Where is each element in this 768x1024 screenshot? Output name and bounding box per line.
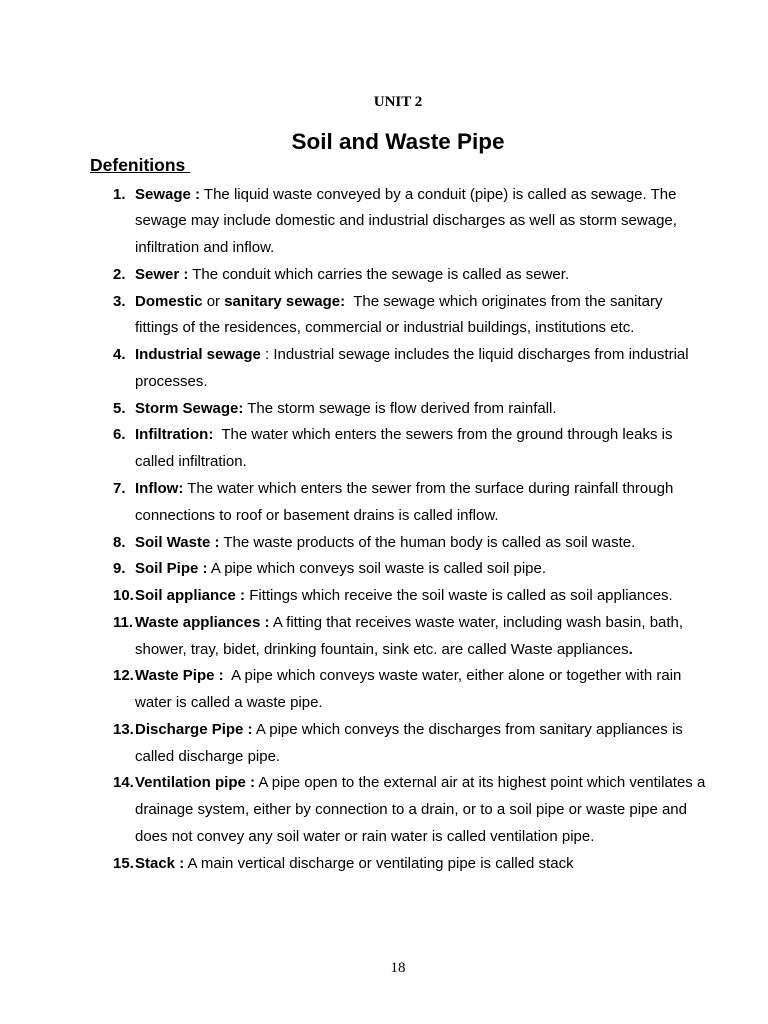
definition-term: .: [628, 640, 633, 658]
definition-item: [113, 289, 706, 343]
definition-item: [113, 556, 706, 583]
definition-text: A fitting that receives waste water, including wash basin, bath, shower, tray, bidet, drinking fountain, sink etc. are called Waste appliances: [135, 613, 688, 658]
definition-number: 13.: [113, 720, 134, 738]
definition-text: A pipe which conveys soil waste is called soil pipe.: [207, 560, 547, 578]
page-title: Soil and Waste Pipe: [291, 129, 505, 154]
definitions-list: [113, 182, 710, 878]
definition-term: Waste appliances :: [135, 613, 270, 631]
definition-term: Inflow:: [135, 480, 184, 498]
definition-term: Stack :: [135, 854, 185, 872]
definition-text: A pipe which conveys waste water, either alone or together with rain water is called a waste pipe.: [135, 667, 686, 712]
definition-text: or: [202, 292, 225, 310]
section-heading: Defenitions: [90, 155, 191, 175]
definition-text: The water which enters the sewer from the surface during rainfall through connections to roof or basement drains is called inflow.: [135, 480, 678, 524]
definition-term: sanitary sewage:: [224, 292, 346, 310]
definition-number: 14.: [113, 774, 134, 792]
definition-text: A pipe open to the external air at its highest point which ventilates a drainage system, either by connection to a drain, or to a soil pipe or waste pipe and does not convey any soil water or rain water is called ventilation pipe.: [135, 774, 710, 845]
unit-label: UNIT 2: [373, 94, 423, 110]
definition-term: Sewer :: [135, 265, 189, 283]
definition-number: 12.: [113, 667, 134, 685]
definition-term: Soil appliance :: [135, 587, 246, 605]
definition-text: : Industrial sewage includes the liquid discharges from industrial processes.: [135, 346, 693, 390]
definition-number: 7.: [113, 480, 126, 498]
definition-number: 2.: [113, 265, 126, 283]
definition-item: [113, 851, 706, 878]
definition-term: Storm Sewage:: [135, 399, 244, 417]
definition-term: Infiltration:: [135, 426, 214, 444]
definition-number: 5.: [113, 399, 126, 417]
definition-number: 11.: [113, 613, 134, 631]
definition-number: 1.: [113, 185, 126, 203]
definition-text: Fittings which receive the soil waste is called as soil appliances.: [245, 587, 673, 605]
definition-number: 4.: [113, 346, 126, 364]
definition-number: 3.: [113, 292, 126, 310]
definition-item: [113, 262, 706, 289]
definition-item: [113, 530, 706, 557]
definition-item: [113, 396, 706, 423]
definition-term: Domestic: [135, 292, 203, 310]
definition-item: [113, 476, 706, 530]
definition-item: [113, 182, 706, 262]
definition-item: [113, 663, 706, 717]
definition-item: [113, 422, 706, 476]
definition-text: The sewage which originates from the sanitary fittings of the residences, commercial or industrial buildings, institutions etc.: [135, 292, 667, 337]
definition-number: 10.: [113, 587, 134, 605]
definition-term: Ventilation pipe :: [135, 774, 256, 792]
definition-text: The waste products of the human body is called as soil waste.: [219, 533, 636, 551]
definition-term: Industrial sewage: [135, 346, 261, 364]
definition-item: [113, 610, 706, 664]
definition-item: [113, 770, 710, 850]
definition-number: 8.: [113, 533, 126, 551]
definition-item: [113, 342, 706, 396]
definition-text: A main vertical discharge or ventilating pipe is called stack: [184, 854, 574, 872]
definition-number: 6.: [113, 426, 126, 444]
definition-text: A pipe which conveys the discharges from sanitary appliances is called discharge pipe.: [135, 720, 687, 765]
definition-term: Sewage :: [135, 185, 201, 203]
definition-text: The storm sewage is flow derived from rainfall.: [243, 399, 557, 417]
definition-text: The water which enters the sewers from the ground through leaks is called infiltration.: [135, 426, 677, 471]
definition-text: The liquid waste conveyed by a conduit (pipe) is called as sewage. The sewage may include domestic and industrial discharges as well as storm sewage, infiltration and inflow.: [135, 185, 682, 257]
definition-item: [113, 583, 706, 610]
definition-term: Waste Pipe :: [135, 667, 224, 685]
definition-number: 9.: [113, 560, 126, 578]
page-number: 18: [390, 960, 406, 976]
definition-term: Soil Pipe :: [135, 560, 208, 578]
definition-number: 15.: [113, 854, 134, 872]
definition-term: Soil Waste :: [135, 533, 220, 551]
definition-term: Discharge Pipe :: [135, 720, 253, 738]
definition-item: [113, 717, 706, 771]
definition-text: The conduit which carries the sewage is called as sewer.: [188, 265, 570, 283]
